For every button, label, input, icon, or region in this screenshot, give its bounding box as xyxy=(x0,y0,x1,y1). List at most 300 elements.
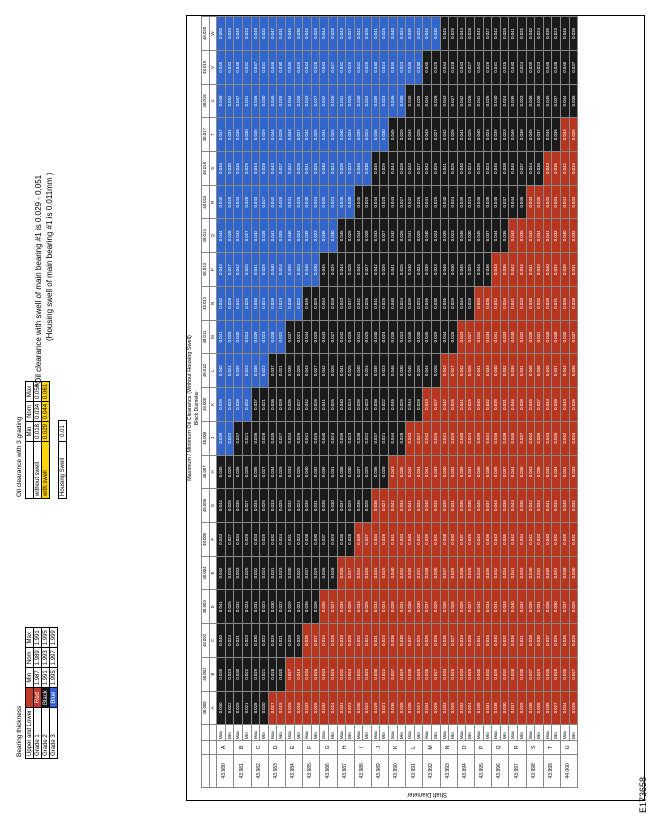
clearance-cell: 0.043 xyxy=(217,522,226,556)
clearance-cell: 0.027 xyxy=(449,354,458,388)
clearance-cell: 0.021 xyxy=(380,691,389,725)
grade-3-min: 1.995 xyxy=(50,668,58,688)
clearance-cell: 0.033 xyxy=(397,522,406,556)
clearance-cell: 0.037 xyxy=(543,624,552,658)
clearance-cell: 0.027 xyxy=(225,522,234,556)
block-letter: C xyxy=(209,624,217,658)
clearance-cell: 0.032 xyxy=(397,556,406,590)
clearance-cell: 0.040 xyxy=(389,17,398,51)
clearance-cell: 0.043 xyxy=(475,286,484,320)
clearance-cell: 0.030 xyxy=(346,455,355,489)
clearance-cell: 0.034 xyxy=(500,286,509,320)
shaft-diameter: 44.000 xyxy=(560,754,577,787)
clearance-cell: 0.024 xyxy=(380,590,389,624)
clearance-cell: 0.030 xyxy=(569,556,578,590)
clearance-cell: 0.023 xyxy=(414,17,423,51)
clearance-cell: 0.027 xyxy=(242,219,251,253)
clearance-cell: 0.030 xyxy=(466,219,475,253)
clearance-cell: 0.038 xyxy=(406,590,415,624)
clearance-cell: 0.030 xyxy=(432,17,441,51)
clearance-cell: 0.046 xyxy=(475,455,484,489)
clearance-type: Max xyxy=(543,725,552,741)
clearance-cell: 0.038 xyxy=(423,556,432,590)
clearance-cell: 0.042 xyxy=(543,185,552,219)
clearance-cell: 0.043 xyxy=(492,522,501,556)
clearance-cell: 0.028 xyxy=(346,253,355,287)
clearance-type: Min xyxy=(500,725,509,741)
clearance-cell: 0.038 xyxy=(251,354,260,388)
shaft-letter: O xyxy=(457,741,474,755)
clearance-cell: 0.026 xyxy=(432,421,441,455)
clearance-cell: 0.035 xyxy=(569,388,578,422)
table-row xyxy=(552,17,561,788)
housing-swell-table xyxy=(58,420,67,499)
clearance-cell: 0.025 xyxy=(414,219,423,253)
clearance-cell: 0.029 xyxy=(432,50,441,84)
clearance-cell: 0.027 xyxy=(260,185,269,219)
clearance-cell: 0.045 xyxy=(371,152,380,186)
clearance-cell: 0.041 xyxy=(457,118,466,152)
grade-2-max: 1.995 xyxy=(42,628,50,648)
clearance-cell: 0.039 xyxy=(440,219,449,253)
clearance-cell: 0.037 xyxy=(535,388,544,422)
clearance-cell: 0.032 xyxy=(535,286,544,320)
clearance-cell: 0.038 xyxy=(509,657,518,691)
shaft-diameter-label: Shaft Diameter xyxy=(406,791,448,797)
clearance-cell: 0.023 xyxy=(294,253,303,287)
clearance-cell: 0.042 xyxy=(406,185,415,219)
clearance-cell: 0.024 xyxy=(225,354,234,388)
clearance-cell: 0.023 xyxy=(363,388,372,422)
clearance-cell: 0.023 xyxy=(483,152,492,186)
clearance-cell: 0.033 xyxy=(440,691,449,725)
clearance-cell: 0.029 xyxy=(535,657,544,691)
block-diameter: 48.019 xyxy=(202,50,210,84)
clearance-cell: 0.031 xyxy=(483,421,492,455)
clearance-cell: 0.041 xyxy=(337,84,346,118)
clearance-cell: 0.036 xyxy=(535,421,544,455)
clearance-cell: 0.028 xyxy=(260,152,269,186)
clearance-cell: 0.032 xyxy=(320,691,329,725)
clearance-cell: 0.033 xyxy=(517,556,526,590)
clearance-cell: 0.023 xyxy=(294,522,303,556)
clearance-cell: 0.030 xyxy=(242,118,251,152)
block-letter: T xyxy=(209,118,217,152)
table-row xyxy=(320,17,329,788)
clearance-cell: 0.040 xyxy=(543,253,552,287)
clearance-cell: 0.026 xyxy=(277,185,286,219)
clearance-cell: 0.040 xyxy=(389,286,398,320)
shaft-diameter: 43.997 xyxy=(509,754,526,787)
clearance-cell: 0.035 xyxy=(457,590,466,624)
clearance-cell: 0.031 xyxy=(517,354,526,388)
clearance-cell: 0.041 xyxy=(217,320,226,354)
clearance-cell: 0.026 xyxy=(380,253,389,287)
clearance-cell: 0.042 xyxy=(320,354,329,388)
clearance-cell: 0.023 xyxy=(346,691,355,725)
clearance-cell: 0.042 xyxy=(337,320,346,354)
clearance-cell: 0.045 xyxy=(526,118,535,152)
block-diameter: 48.008 xyxy=(202,421,210,455)
clearance-cell: 0.036 xyxy=(500,489,509,523)
clearance-cell: 0.025 xyxy=(466,388,475,422)
clearance-cell: 0.039 xyxy=(475,152,484,186)
clearance-cell: 0.030 xyxy=(277,50,286,84)
clearance-type: Max xyxy=(285,725,294,741)
clearance-cell: 0.044 xyxy=(320,17,329,51)
clearance-cell: 0.025 xyxy=(449,421,458,455)
clearance-cell: 0.024 xyxy=(328,691,337,725)
clearance-header-nom: Nom xyxy=(26,401,34,421)
table-row xyxy=(535,17,544,788)
clearance-cell: 0.026 xyxy=(260,219,269,253)
clearance-cell: 0.027 xyxy=(380,489,389,523)
clearance-cell: 0.040 xyxy=(354,354,363,388)
clearance-cell: 0.049 xyxy=(217,50,226,84)
clearance-cell: 0.028 xyxy=(414,388,423,422)
block-diameter: 48.018 xyxy=(202,84,210,118)
clearance-type: Min xyxy=(260,725,269,741)
bearing-title: Bearing thickness xyxy=(16,705,23,757)
clearance-cell: 0.044 xyxy=(406,388,415,422)
clearance-cell: 0.040 xyxy=(371,50,380,84)
clearance-cell: 0.036 xyxy=(483,522,492,556)
table-row xyxy=(517,17,526,788)
clearance-cell: 0.044 xyxy=(423,84,432,118)
clearance-cell: 0.046 xyxy=(560,286,569,320)
bearing-header-nom: Nom xyxy=(26,648,34,668)
shaft-letter: J xyxy=(371,741,388,755)
housing-swell-label: Housing Swell xyxy=(59,442,67,499)
block-diameter: 48.000 xyxy=(202,691,210,725)
clearance-cell: 0.046 xyxy=(509,118,518,152)
clearance-cell: 0.029 xyxy=(414,84,423,118)
clearance-cell: 0.036 xyxy=(552,118,561,152)
clearance-cell: 0.031 xyxy=(397,590,406,624)
clearance-cell: 0.045 xyxy=(320,253,329,287)
clearance-cell: 0.043 xyxy=(320,50,329,84)
grade-1-label: Grade 1 xyxy=(34,707,42,758)
clearance-cell: 0.024 xyxy=(414,253,423,287)
clearance-cell: 0.033 xyxy=(251,522,260,556)
clearance-cell: 0.044 xyxy=(560,84,569,118)
clearance-cell: 0.035 xyxy=(535,455,544,489)
clearance-cell: 0.037 xyxy=(457,522,466,556)
clearance-cell: 0.041 xyxy=(389,522,398,556)
clearance-cell: 0.039 xyxy=(337,421,346,455)
block-diameter: 48.012 xyxy=(202,286,210,320)
shaft-letter: K xyxy=(389,741,406,755)
clearance-cell: 0.029 xyxy=(517,691,526,725)
clearance-cell: 0.033 xyxy=(234,556,243,590)
clearance-cell: 0.040 xyxy=(475,388,484,422)
clearance-type: Min xyxy=(569,725,578,741)
clearance-cell: 0.024 xyxy=(517,50,526,84)
clearance-cell: 0.027 xyxy=(346,286,355,320)
with-swell-min: 0.029 xyxy=(42,421,50,441)
shaft-letter: L xyxy=(406,741,423,755)
clearance-cell: 0.044 xyxy=(440,50,449,84)
clearance-cell: 0.032 xyxy=(414,522,423,556)
clearance-cell: 0.028 xyxy=(432,624,441,658)
clearance-cell: 0.026 xyxy=(311,118,320,152)
clearance-cell: 0.039 xyxy=(320,185,329,219)
clearance-cell: 0.033 xyxy=(535,253,544,287)
without-swell-nom: 0.034 xyxy=(34,401,42,421)
clearance-cell: 0.024 xyxy=(225,624,234,658)
clearance-cell: 0.043 xyxy=(440,84,449,118)
bearing-header-min: Min xyxy=(26,668,34,688)
clearance-cell: 0.036 xyxy=(268,388,277,422)
table-row xyxy=(389,17,398,788)
clearance-cell: 0.044 xyxy=(560,354,569,388)
clearance-cell: 0.041 xyxy=(526,522,535,556)
shaft-letter: R xyxy=(509,741,526,755)
clearance-cell: 0.023 xyxy=(260,320,269,354)
clearance-cell: 0.029 xyxy=(234,691,243,725)
clearance-header-max: Max xyxy=(26,381,34,401)
clearance-cell: 0.019 xyxy=(294,657,303,691)
block-letter: A xyxy=(209,691,217,725)
clearance-cell: 0.025 xyxy=(311,421,320,455)
clearance-cell: 0.020 xyxy=(277,657,286,691)
clearance-cell: 0.040 xyxy=(354,84,363,118)
clearance-cell: 0.023 xyxy=(363,657,372,691)
clearance-type: Max xyxy=(492,725,501,741)
clearance-cell: 0.023 xyxy=(242,624,251,658)
clearance-cell: 0.037 xyxy=(354,455,363,489)
clearance-cell: 0.033 xyxy=(569,185,578,219)
clearance-cell: 0.044 xyxy=(320,286,329,320)
clearance-cell: 0.030 xyxy=(414,590,423,624)
clearance-cell: 0.038 xyxy=(517,118,526,152)
clearance-cell: 0.045 xyxy=(337,219,346,253)
clearance-cell: 0.025 xyxy=(311,152,320,186)
clearance-cell: 0.039 xyxy=(560,522,569,556)
clearance-cell: 0.034 xyxy=(535,219,544,253)
clearance-cell: 0.028 xyxy=(268,657,277,691)
clearance-cell: 0.026 xyxy=(466,624,475,658)
clearance-cell: 0.033 xyxy=(500,590,509,624)
clearance-cell: 0.024 xyxy=(363,354,372,388)
clearance-cell: 0.048 xyxy=(234,50,243,84)
clearance-cell: 0.042 xyxy=(509,522,518,556)
clearance-cell: 0.025 xyxy=(363,50,372,84)
clearance-cell: 0.025 xyxy=(225,320,234,354)
clearance-cell: 0.026 xyxy=(225,286,234,320)
grade-1-nom: 1.989 xyxy=(34,648,42,668)
clearance-cell: 0.023 xyxy=(380,84,389,118)
clearance-cell: 0.022 xyxy=(242,657,251,691)
clearance-cell: 0.025 xyxy=(328,388,337,422)
clearance-cell: 0.022 xyxy=(242,388,251,422)
clearance-cell: 0.028 xyxy=(311,320,320,354)
clearance-cell: 0.032 xyxy=(432,489,441,523)
table-row xyxy=(337,17,346,788)
clearance-cell: 0.024 xyxy=(466,152,475,186)
clearance-cell: 0.044 xyxy=(303,50,312,84)
clearance-cell: 0.043 xyxy=(268,152,277,186)
shaft-letter: P xyxy=(475,741,492,755)
block-letter: L xyxy=(209,354,217,388)
clearance-cell: 0.031 xyxy=(371,624,380,658)
clearance-cell: 0.041 xyxy=(406,489,415,523)
clearance-cell: 0.023 xyxy=(242,354,251,388)
clearance-cell: 0.030 xyxy=(294,17,303,51)
clearance-cell: 0.025 xyxy=(432,185,441,219)
clearance-cell: 0.046 xyxy=(543,320,552,354)
clearance-cell: 0.040 xyxy=(475,657,484,691)
clearance-cell: 0.023 xyxy=(552,17,561,51)
clearance-cell: 0.037 xyxy=(500,185,509,219)
clearance-cell: 0.034 xyxy=(569,421,578,455)
clearance-cell: 0.044 xyxy=(389,152,398,186)
clearance-cell: 0.040 xyxy=(492,624,501,658)
clearance-cell: 0.039 xyxy=(217,388,226,422)
clearance-cell: 0.025 xyxy=(277,219,286,253)
shaft-diameter: 43.983 xyxy=(268,754,285,787)
block-diameter: 48.013 xyxy=(202,253,210,287)
clearance-cell: 0.032 xyxy=(311,455,320,489)
clearance-cell: 0.034 xyxy=(483,590,492,624)
clearance-cell: 0.040 xyxy=(457,421,466,455)
clearance-type: Min xyxy=(294,725,303,741)
clearance-cell: 0.025 xyxy=(260,522,269,556)
clearance-cell: 0.028 xyxy=(294,84,303,118)
clearance-cell: 0.038 xyxy=(303,522,312,556)
block-diameter-row xyxy=(202,17,210,788)
block-letter: R xyxy=(209,185,217,219)
clearance-cell: 0.042 xyxy=(337,50,346,84)
clearance-cell: 0.033 xyxy=(483,354,492,388)
table-row xyxy=(311,17,320,788)
clearance-cell: 0.031 xyxy=(449,489,458,523)
clearance-cell: 0.021 xyxy=(260,388,269,422)
clearance-cell: 0.029 xyxy=(346,489,355,523)
clearance-cell: 0.043 xyxy=(492,253,501,287)
clearance-cell: 0.030 xyxy=(397,624,406,658)
clearance-cell: 0.032 xyxy=(457,691,466,725)
grade-3-color: Blue xyxy=(50,688,58,708)
clearance-cell: 0.030 xyxy=(346,185,355,219)
clearance-cell: 0.040 xyxy=(406,253,415,287)
table-row xyxy=(449,17,458,788)
clearance-cell: 0.040 xyxy=(337,118,346,152)
figure-reference: E173658 xyxy=(638,776,648,813)
clearance-cell: 0.044 xyxy=(440,320,449,354)
clearance-cell: 0.024 xyxy=(260,556,269,590)
clearance-cell: 0.040 xyxy=(526,17,535,51)
clearance-cell: 0.044 xyxy=(509,455,518,489)
clearance-cell: 0.026 xyxy=(285,691,294,725)
clearance-cell: 0.022 xyxy=(380,657,389,691)
oil-clearance-table xyxy=(25,381,50,499)
clearance-cell: 0.046 xyxy=(457,219,466,253)
clearance-cell: 0.028 xyxy=(260,421,269,455)
clearance-cell: 0.044 xyxy=(526,152,535,186)
clearance-cell: 0.024 xyxy=(294,219,303,253)
clearance-cell: 0.043 xyxy=(509,489,518,523)
clearance-cell: 0.039 xyxy=(492,657,501,691)
clearance-cell: 0.022 xyxy=(380,388,389,422)
clearance-cell: 0.030 xyxy=(432,556,441,590)
clearance-cell: 0.035 xyxy=(397,455,406,489)
clearance-cell: 0.035 xyxy=(354,522,363,556)
clearance-cell: 0.044 xyxy=(371,185,380,219)
clearance-cell: 0.034 xyxy=(535,489,544,523)
shaft-letter: U xyxy=(560,741,577,755)
clearance-cell: 0.027 xyxy=(552,691,561,725)
clearance-cell: 0.039 xyxy=(303,489,312,523)
clearance-cell: 0.046 xyxy=(440,253,449,287)
clearance-cell: 0.039 xyxy=(406,286,415,320)
table-row xyxy=(500,17,509,788)
clearance-cell: 0.037 xyxy=(285,320,294,354)
clearance-cell: 0.029 xyxy=(225,185,234,219)
clearance-cell: 0.032 xyxy=(483,388,492,422)
clearance-cell: 0.024 xyxy=(242,590,251,624)
clearance-cell: 0.027 xyxy=(466,320,475,354)
clearance-cell: 0.025 xyxy=(517,17,526,51)
clearance-cell: 0.042 xyxy=(268,185,277,219)
clearance-cell: 0.033 xyxy=(552,219,561,253)
table-row xyxy=(380,17,389,788)
clearance-cell: 0.038 xyxy=(535,84,544,118)
shaft-letter: T xyxy=(543,741,560,755)
clearance-cell: 0.038 xyxy=(320,489,329,523)
clearance-cell: 0.036 xyxy=(543,657,552,691)
shaft-diameter: 43.996 xyxy=(492,754,509,787)
clearance-cell: 0.031 xyxy=(535,320,544,354)
clearance-cell: 0.020 xyxy=(260,691,269,725)
table-row xyxy=(492,17,501,788)
clearance-cell: 0.041 xyxy=(560,185,569,219)
clearance-cell: 0.034 xyxy=(268,455,277,489)
clearance-cell: 0.027 xyxy=(346,556,355,590)
clearance-cell: 0.030 xyxy=(311,253,320,287)
clearance-type: Max xyxy=(268,725,277,741)
clearance-cell: 0.022 xyxy=(363,421,372,455)
clearance-cell: 0.033 xyxy=(371,556,380,590)
clearance-cell: 0.046 xyxy=(234,118,243,152)
clearance-cell: 0.023 xyxy=(225,388,234,422)
clearance-cell: 0.028 xyxy=(225,219,234,253)
clearance-cell: 0.026 xyxy=(432,691,441,725)
clearance-cell: 0.045 xyxy=(285,50,294,84)
block-diameter: 48.010 xyxy=(202,354,210,388)
clearance-cell: 0.023 xyxy=(277,286,286,320)
clearance-cell: 0.030 xyxy=(397,354,406,388)
table-row xyxy=(354,17,363,788)
clearance-cell: 0.034 xyxy=(483,320,492,354)
clearance-cell: 0.026 xyxy=(242,253,251,287)
clearance-cell: 0.040 xyxy=(371,320,380,354)
clearance-cell: 0.049 xyxy=(234,17,243,51)
clearance-cell: 0.042 xyxy=(475,320,484,354)
clearance-cell: 0.042 xyxy=(440,388,449,422)
clearance-cell: 0.039 xyxy=(320,455,329,489)
clearance-cell: 0.030 xyxy=(328,489,337,523)
clearance-cell: 0.036 xyxy=(526,691,535,725)
clearance-cell: 0.045 xyxy=(251,118,260,152)
block-letter: E xyxy=(209,556,217,590)
clearance-cell: 0.038 xyxy=(371,388,380,422)
clearance-cell: 0.029 xyxy=(311,556,320,590)
clearance-cell: 0.041 xyxy=(234,286,243,320)
clearance-cell: 0.038 xyxy=(337,455,346,489)
clearance-cell: 0.024 xyxy=(397,286,406,320)
shaft-diameter: 43.984 xyxy=(285,754,302,787)
